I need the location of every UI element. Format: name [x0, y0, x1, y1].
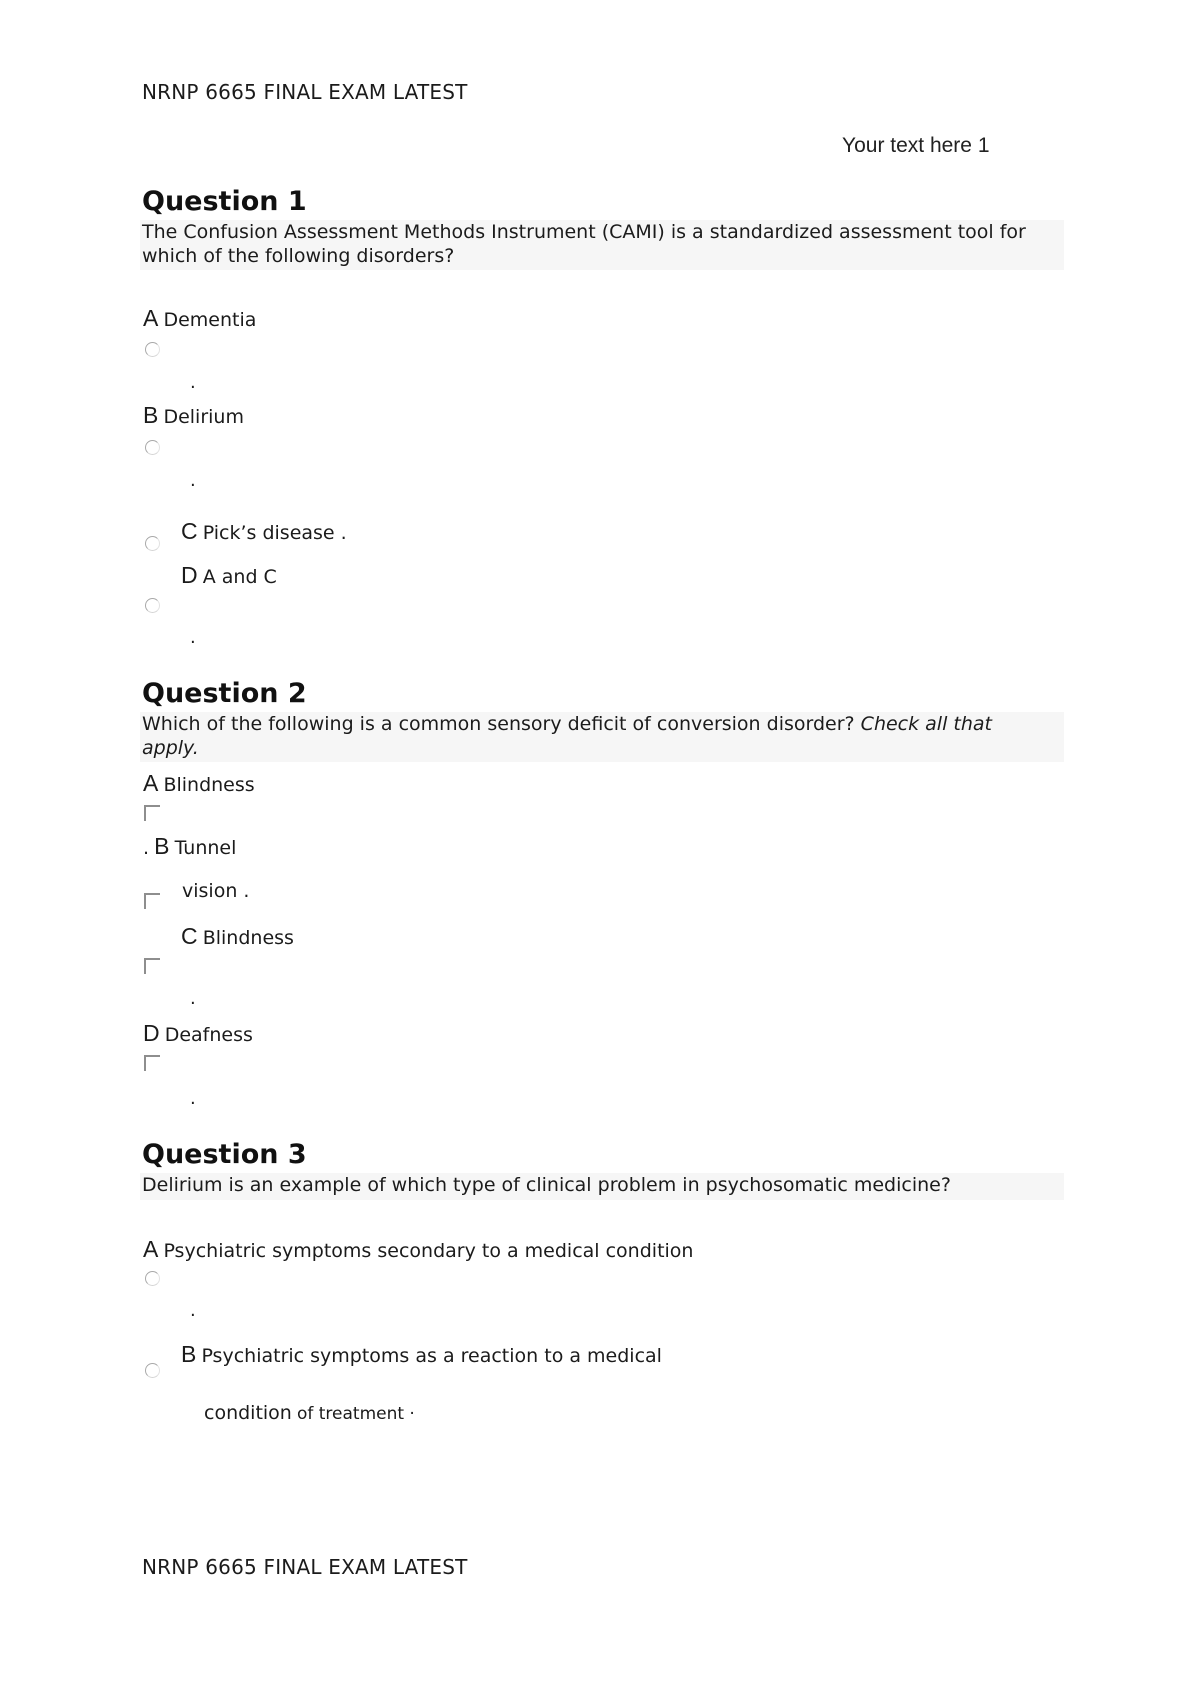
q1-option-d [181, 562, 277, 589]
q3-option-b-letter: B [181, 1341, 197, 1367]
q1-option-d-text: A and C [202, 566, 277, 588]
q3-option-b-text-treatment: of treatment · [296, 1404, 415, 1424]
q3-option-a [143, 1236, 693, 1263]
q3-option-b-text: Psychiatric symptoms as a reaction to a medical [201, 1345, 662, 1367]
page-footer-title: NRNP 6665 FINAL EXAM LATEST [142, 1555, 468, 1579]
q1-option-c-text: Pick’s disease . [202, 522, 347, 544]
q1-option-c-radio[interactable] [145, 536, 160, 551]
q2-option-a-text: Blindness [163, 774, 255, 796]
question-1-text [140, 220, 1064, 270]
question-3-title: Question 3 [142, 1139, 307, 1170]
q2-option-d-letter: D [143, 1020, 160, 1046]
q2-option-a-letter: A [143, 770, 159, 796]
q3-option-a-text: Psychiatric symptoms secondary to a medical condition [163, 1240, 694, 1262]
question-2-text-italic: Check all that [860, 713, 992, 735]
q1-option-a-radio[interactable] [145, 342, 160, 357]
q1-option-c-letter: C [181, 518, 198, 544]
q1-option-a [143, 305, 256, 332]
q1-option-b-text: Delirium [163, 406, 244, 428]
q2-option-c-text: Blindness [202, 927, 294, 949]
q2-option-b-letter: B [154, 833, 170, 859]
q2-option-b-prefix: . [143, 837, 150, 859]
q1-option-b-dot: . [190, 470, 196, 491]
q2-option-a [143, 770, 255, 797]
q1-option-b-radio[interactable] [145, 440, 160, 455]
question-3-text [140, 1173, 1064, 1200]
q1-option-d-letter: D [181, 562, 198, 588]
q2-option-d-checkbox[interactable] [144, 1055, 160, 1071]
q2-option-d-text: Deafness [164, 1024, 253, 1046]
q3-option-a-radio[interactable] [145, 1271, 160, 1286]
q1-option-a-text: Dementia [163, 309, 257, 331]
q2-option-b-text: Tunnel [174, 837, 237, 859]
question-2-text-main: Which of the following is a common sensory deficit of conversion disorder? [142, 713, 855, 735]
question-2-text-italic-2: apply. [142, 737, 199, 759]
q1-option-d-dot: . [190, 627, 196, 648]
q3-option-a-dot: . [190, 1300, 196, 1321]
q2-option-c [181, 923, 294, 950]
q2-option-d [143, 1020, 253, 1047]
q3-option-b-text-condition: condition [204, 1402, 292, 1424]
q2-option-b-text-continued: vision . [182, 880, 250, 902]
q3-option-b-radio[interactable] [145, 1363, 160, 1378]
q3-option-b-continued [204, 1402, 415, 1424]
q1-option-a-letter: A [143, 305, 159, 331]
question-1-text-line1: The Confusion Assessment Methods Instrument (CAMI) is a standardized assessment tool for [142, 221, 1026, 243]
q2-option-c-dot: . [190, 988, 196, 1009]
q2-option-c-checkbox[interactable] [144, 958, 160, 974]
page-header-title: NRNP 6665 FINAL EXAM LATEST [142, 80, 468, 104]
question-1-title: Question 1 [142, 186, 307, 217]
q2-option-d-dot: . [190, 1088, 196, 1109]
q3-option-a-letter: A [143, 1236, 159, 1262]
q2-option-c-letter: C [181, 923, 198, 949]
question-1-text-line2: which of the following disorders? [142, 245, 455, 267]
q2-option-a-checkbox[interactable] [144, 805, 160, 821]
header-placeholder-text: Your text here 1 [842, 134, 990, 157]
question-2-title: Question 2 [142, 678, 307, 709]
q3-option-b [181, 1341, 662, 1368]
q2-option-b [143, 833, 236, 860]
q1-option-b [143, 402, 244, 429]
q2-option-b-checkbox[interactable] [144, 893, 160, 909]
q1-option-b-letter: B [143, 402, 159, 428]
q1-option-c [181, 518, 347, 545]
q1-option-d-radio[interactable] [145, 598, 160, 613]
question-2-text [140, 712, 1064, 762]
q1-option-a-dot: . [190, 372, 196, 393]
question-3-text-line1: Delirium is an example of which type of clinical problem in psychosomatic medicine? [142, 1174, 951, 1196]
